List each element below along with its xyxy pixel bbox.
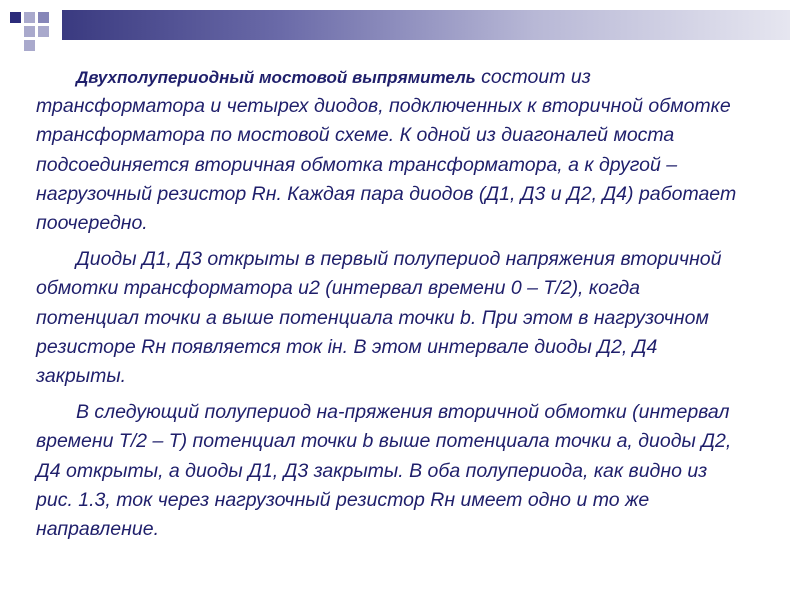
decor-square [24,40,35,51]
header-gradient-bar [62,10,790,40]
paragraph-3 [36,398,748,544]
paragraph-2 [36,245,748,391]
paragraph-text: состоит из трансформатора и четырех диодов, подключенных к вторичной обмотке трансформатора по мостовой схеме. К одной из диагоналей моста подсоединяется вторичная обмотка трансформатора, а к другой – нагрузочный резистор Rн. Каждая пара диодов (Д1, Д3 и Д2, Д4) работает поочередно. [36,66,737,235]
decor-square [38,12,49,23]
paragraph-text: Диоды Д1, Д3 открыты в первый полупериод напряжения вторичной обмотки трансформатора u2 (интервал времени 0 – T/2), когда потенциал точки а выше потенциала точки b. При этом в нагрузочном резисторе Rн появляется ток iн. В этом интервале диоды Д2, Д4 закрыты. [36,248,722,388]
lead-term: Двухполупериодный мостовой выпрямитель [76,68,476,87]
decor-square [24,12,35,23]
decor-square [10,12,21,23]
paragraph-text: В следующий полупериод на-пряжения вторичной обмотки (интервал времени T/2 – T) потенциал точки b выше потенциала точки а, диоды Д2, Д4 открыты, а диоды Д1, Д3 закрыты. В оба полупериода, как видно из рис. 1.3, ток через нагрузочный резистор Rн имеет одно и то же направление. [36,401,732,541]
decor-square [38,26,49,37]
body-text [36,63,748,551]
decor-square [24,26,35,37]
paragraph-1 [36,63,748,238]
